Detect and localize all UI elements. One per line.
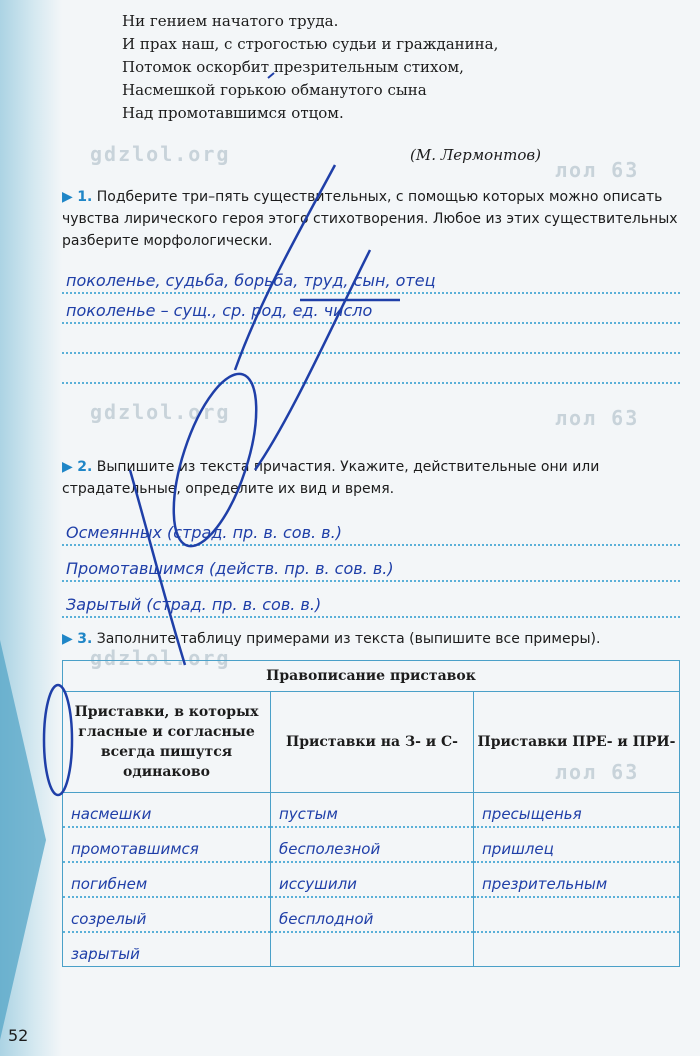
watermark: gdzlol.org — [90, 646, 231, 670]
table-cell-col2[interactable] — [271, 793, 474, 967]
handwritten-answer: Зарытый (страд. пр. в. сов. в.) — [66, 595, 322, 614]
answer-line[interactable] — [62, 324, 680, 354]
task-1-answer-lines — [62, 264, 680, 384]
handwritten-entry: погибнем — [71, 875, 148, 893]
handwritten-entry: зарытый — [71, 945, 140, 963]
handwritten-entry: созрелый — [71, 910, 147, 928]
watermark: лол 63 — [555, 158, 640, 182]
poem-excerpt — [122, 10, 498, 125]
task-text: Выпишите из текста причастия. Укажите, действительные они или страдательные, определите их вид и время. — [62, 459, 600, 497]
table-caption: Правописание приставок — [63, 661, 680, 692]
handwritten-entry: пустым — [279, 805, 338, 823]
cell-line — [63, 898, 270, 933]
task-1-prompt — [62, 186, 680, 252]
handwritten-entry: презрительным — [482, 875, 608, 893]
task-text: Заполните таблицу примерами из текста (выпишите все примеры). — [96, 631, 601, 647]
handwritten-answer: Промотавшимся (действ. пр. в. сов. в.) — [66, 559, 394, 578]
task-text: Подберите три–пять существительных, с помощью которых можно описать чувства лирического героя этого стихотворения. Любое из этих существительных разберите морфологически. — [62, 189, 678, 249]
cell-line — [474, 933, 679, 966]
poem-author: (М. Лермонтов) — [410, 146, 541, 164]
table-cell-col1[interactable] — [63, 793, 271, 967]
poem-line: Над промотавшимся отцом. — [122, 104, 344, 122]
handwritten-entry: пресыщенья — [482, 805, 582, 823]
handwritten-answer: поколенье, судьба, борьба, труд, сын, отец — [66, 271, 436, 290]
answer-line[interactable] — [62, 582, 680, 618]
cell-line — [63, 828, 270, 863]
answer-line[interactable] — [62, 294, 680, 324]
task-number: 1. — [77, 189, 93, 205]
answer-line[interactable] — [62, 546, 680, 582]
handwritten-entry: промотавшимся — [71, 840, 199, 858]
watermark: gdzlol.org — [90, 400, 231, 424]
page-number: 52 — [8, 1026, 29, 1045]
task-number: 3. — [77, 631, 93, 647]
handwritten-entry: иссушили — [279, 875, 357, 893]
handwritten-entry: бесполезной — [279, 840, 381, 858]
task-number: 2. — [77, 459, 93, 475]
cell-line — [474, 793, 679, 828]
poem-line: Потомок оскорбит презрительным стихом, — [122, 58, 464, 76]
answer-line[interactable] — [62, 264, 680, 294]
column-header: Приставки на З- и С- — [271, 692, 474, 793]
handwritten-answer: поколенье – сущ., ср. род, ед. число — [66, 301, 373, 320]
cell-line — [271, 898, 473, 933]
handwritten-entry: бесплодной — [279, 910, 374, 928]
prefix-spelling-table — [62, 660, 680, 967]
task-marker-icon: ▶ — [62, 189, 73, 205]
watermark: gdzlol.org — [90, 142, 231, 166]
cell-line — [271, 793, 473, 828]
task-marker-icon: ▶ — [62, 631, 73, 647]
column-header: Приставки, в которых гласные и согласные всегда пишутся одинаково — [63, 692, 271, 793]
answer-line[interactable] — [62, 510, 680, 546]
poem-line: Ни гением начатого труда. — [122, 12, 339, 30]
cell-line — [63, 793, 270, 828]
poem-line: Насмешкой горькою обманутого сына — [122, 81, 427, 99]
cell-line — [271, 863, 473, 898]
cell-line — [63, 863, 270, 898]
cell-line — [474, 863, 679, 898]
handwritten-entry: насмешки — [71, 805, 152, 823]
task-3-prompt — [62, 628, 680, 650]
cell-line — [474, 828, 679, 863]
table-cell-col3[interactable] — [474, 793, 680, 967]
page-edge-triangle — [0, 640, 46, 1040]
handwritten-entry: пришлец — [482, 840, 554, 858]
handwritten-answer: Осмеянных (страд. пр. в. сов. в.) — [66, 523, 342, 542]
column-header: Приставки ПРЕ- и ПРИ- — [474, 692, 680, 793]
task-marker-icon: ▶ — [62, 459, 73, 475]
cell-line — [271, 828, 473, 863]
poem-line: И прах наш, с строгостью судьи и гражданина, — [122, 35, 499, 53]
cell-line — [474, 898, 679, 933]
task-2-prompt — [62, 456, 680, 500]
answer-line[interactable] — [62, 354, 680, 384]
cell-line — [271, 933, 473, 966]
watermark: лол 63 — [555, 406, 640, 430]
watermark: лол 63 — [555, 760, 640, 784]
cell-line — [63, 933, 270, 966]
task-2-answer-lines — [62, 510, 680, 618]
